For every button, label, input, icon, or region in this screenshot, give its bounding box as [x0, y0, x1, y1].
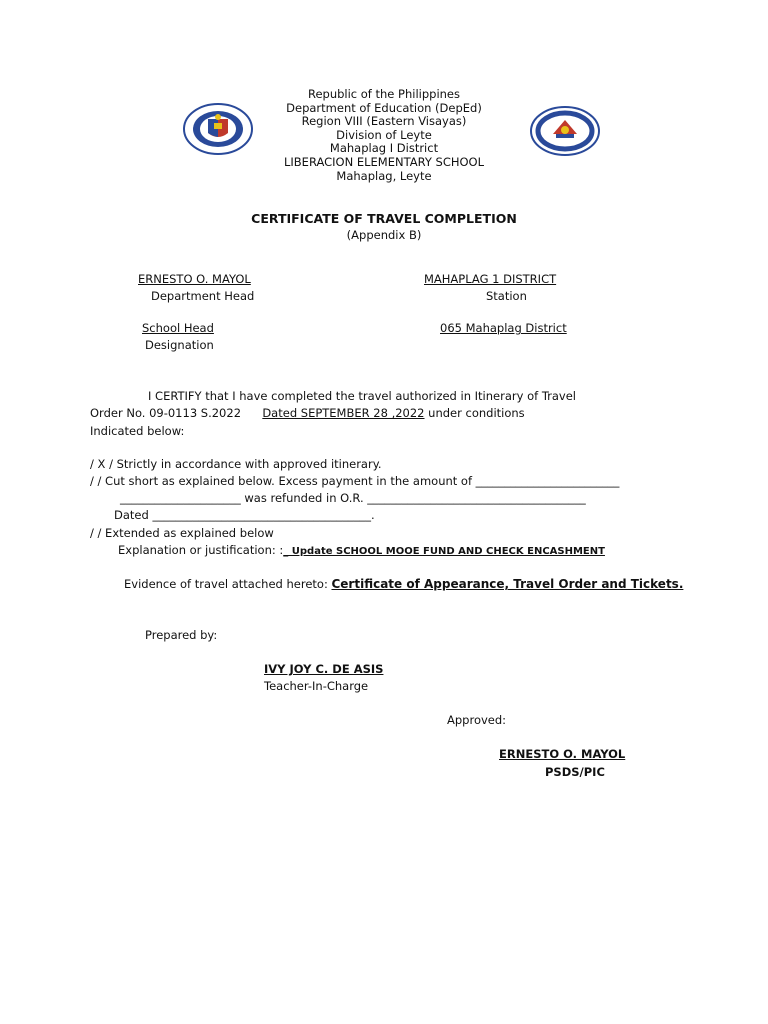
designation-label: Designation: [145, 338, 214, 352]
prepared-by-name: IVY JOY C. DE ASIS: [264, 662, 384, 676]
evidence-label: Evidence of travel attached hereto:: [124, 577, 332, 591]
travel-order-number: Order No. 09-0113 S.2022: [90, 406, 242, 420]
prepared-by-label: Prepared by:: [145, 628, 218, 642]
condition-extended: / / Extended as explained below: [90, 526, 274, 540]
designation-value: School Head: [142, 321, 214, 335]
condition-cut-short: / / Cut short as explained below. Excess payment in the amount of _________________________: [90, 474, 620, 488]
certify-line-2: [90, 406, 525, 420]
certify-line-3: Indicated below:: [90, 424, 185, 438]
condition-strict: / X / Strictly in accordance with approved itinerary.: [90, 457, 382, 471]
division-seal-logo: [530, 106, 600, 156]
travel-order-date: Dated SEPTEMBER 28 ,2022: [262, 406, 425, 420]
header-line-republic: Republic of the Philippines: [307, 87, 461, 101]
header-line-deped: Department of Education (DepEd): [286, 100, 482, 115]
approved-label: Approved:: [447, 713, 507, 727]
department-head-value: ERNESTO O. MAYOL: [138, 272, 251, 286]
prepared-by-position: Teacher-In-Charge: [264, 679, 369, 693]
document-subtitle: (Appendix B): [346, 228, 422, 242]
header-line-district: Mahaplag I District: [329, 141, 439, 156]
explanation-line: [118, 543, 605, 559]
header-line-address: Mahaplag, Leyte: [336, 168, 432, 183]
condition-dated: Dated ______________________________________.: [114, 508, 375, 522]
station-value: MAHAPLAG 1 DISTRICT: [424, 272, 557, 286]
under-conditions-text: under conditions: [424, 406, 525, 420]
station-label: Station: [486, 289, 527, 303]
evidence-value: Certificate of Appearance, Travel Order and Tickets.: [331, 577, 684, 591]
document-title: CERTIFICATE OF TRAVEL COMPLETION: [251, 211, 517, 226]
letterhead: [234, 88, 534, 183]
header-line-region: Region VIII (Eastern Visayas): [301, 114, 467, 129]
evidence-line: [124, 577, 683, 591]
certify-line-1: I CERTIFY that I have completed the travel authorized in Itinerary of Travel: [148, 389, 576, 403]
approved-by-position: PSDS/PIC: [545, 765, 605, 779]
header-line-division: Division of Leyte: [336, 127, 432, 142]
condition-refunded: _____________________ was refunded in O.R. ______________________________________: [120, 491, 586, 505]
department-head-label: Department Head: [151, 289, 255, 303]
explanation-label: Explanation or justification: :: [118, 543, 284, 557]
header-line-school: LIBERACION ELEMENTARY SCHOOL: [283, 154, 485, 169]
explanation-value: _ Update SCHOOL MOOE FUND AND CHECK ENCASHMENT: [283, 546, 605, 557]
approved-by-name: ERNESTO O. MAYOL: [499, 747, 626, 761]
district-value: 065 Mahaplag District: [440, 321, 567, 335]
